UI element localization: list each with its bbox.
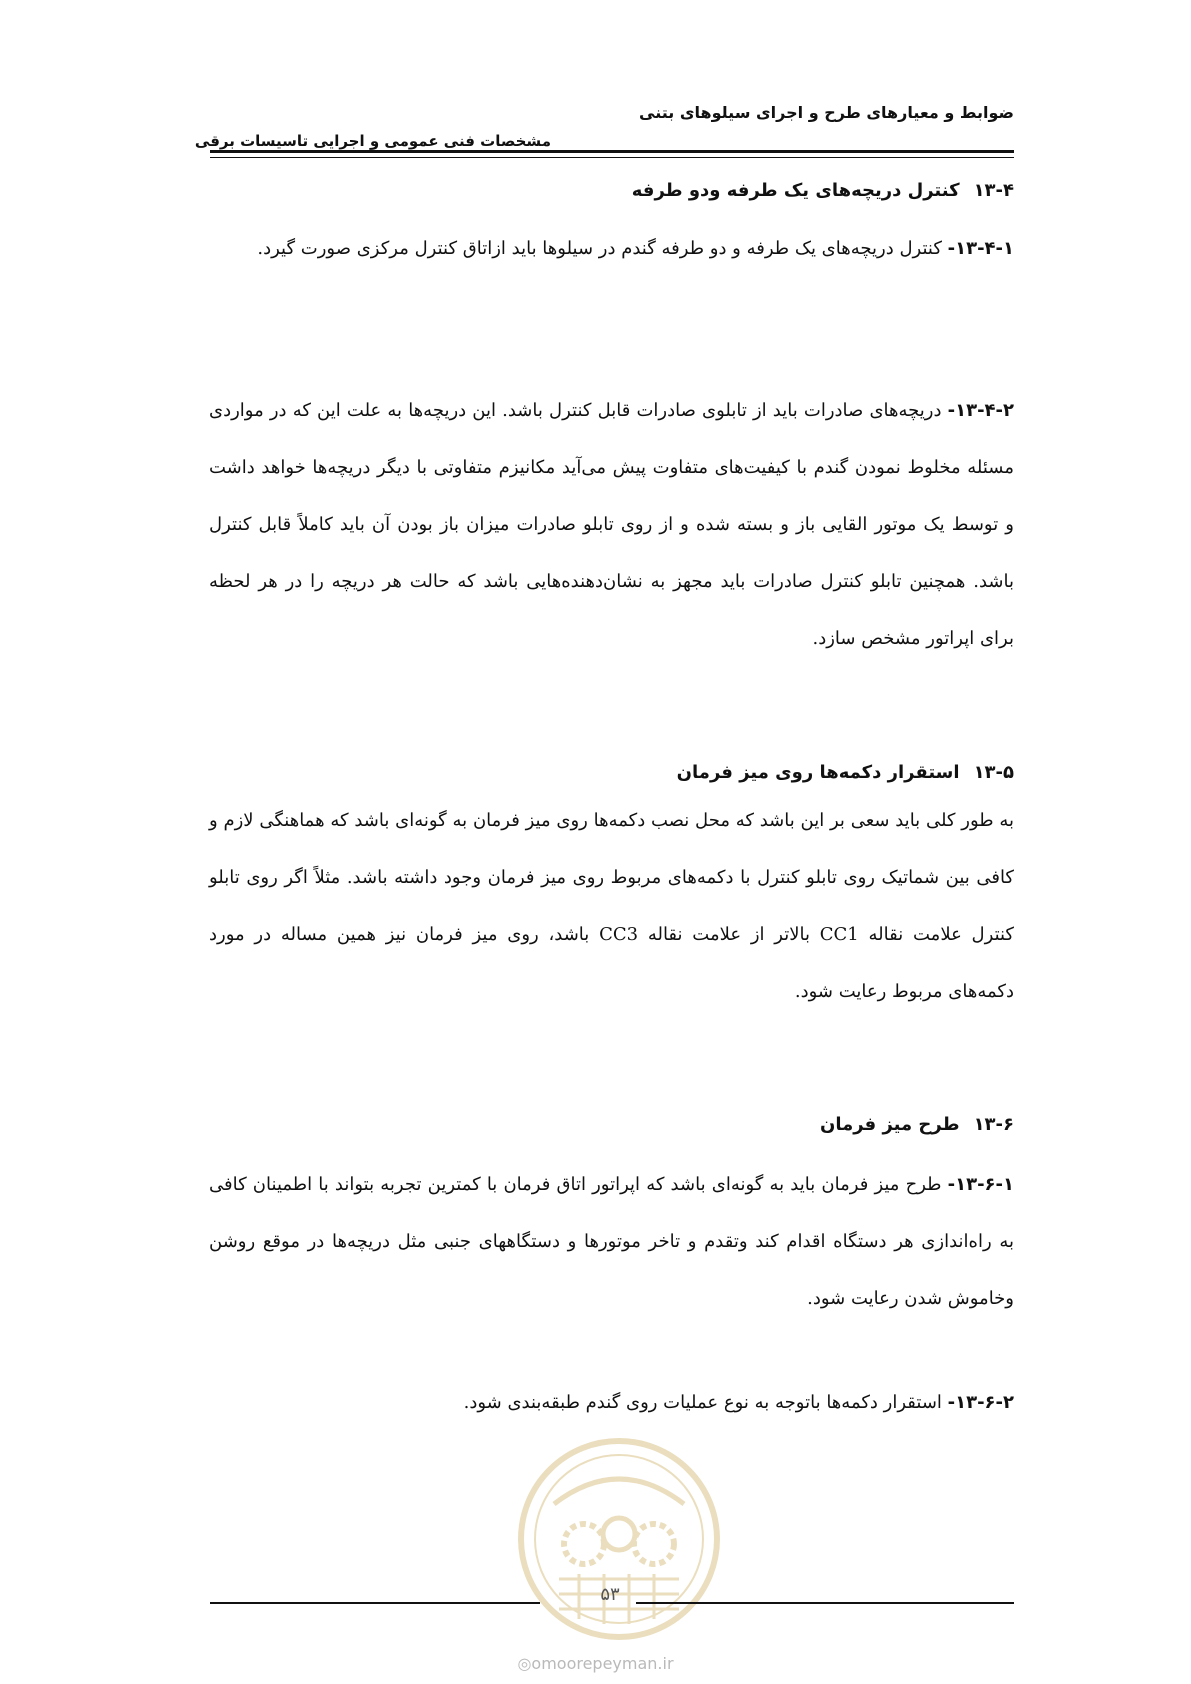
footer-rule-right [636,1602,1014,1604]
section-number: ۱۳-۵ [973,762,1014,783]
section-heading-13-4 [164,180,1014,201]
paragraph-13-6-1 [209,1156,1014,1327]
paragraph-13-4-2 [209,382,1014,667]
section-number: ۱۳-۴ [973,180,1014,201]
section-heading-13-5 [164,762,1014,783]
section-title: استقرار دکمه‌ها روی میز فرمان [676,762,960,783]
section-title: کنترل دریچه‌های یک طرفه ودو طرفه [631,180,960,201]
header-rule-thick [210,150,1014,153]
paragraph-text: دریچه‌های صادرات باید از تابلوی صادرات قابل کنترل باشد. این دریچه‌ها به علت این که در مواردی مسئله مخلوط نمودن گندم با کیفیت‌های متفاوت پیش می‌آید مکانیزم متفاوتی با دیگر دریچه‌ها خواهد داشت و توسط یک موتور القایی باز و بسته شده و از روی تابلو صادرات میزان باز بودن آن باید کاملاً قابل کنترل باشد. همچنین تابلو کنترل صادرات باید مجهز به نشان‌دهنده‌هایی باشد که حالت هر دریچه را در هر لحظه برای اپراتور مشخص سازد. [209,400,1014,649]
paragraph-13-4-1 [209,220,1014,277]
watermark-site-text: ◎omoorepeyman.ir [517,1654,674,1673]
header-rule-thin [210,157,1014,158]
watermark-logo-icon [514,1434,724,1644]
header-title-sub: مشخصات فنی عمومی و اجرایی تاسیسات برقی [194,132,551,150]
paragraph-number: ۱۳-۴-۲- [947,400,1014,421]
paragraph-number: ۱۳-۶-۱- [947,1174,1014,1195]
section-heading-13-6 [164,1114,1014,1135]
header-title-main: ضوابط و معیارهای طرح و اجرای سیلوهای بتنی [639,103,1014,122]
section-title: طرح میز فرمان [819,1114,960,1135]
globe-icon: ◎ [517,1654,532,1673]
paragraph-text: کنترل دریچه‌های یک طرفه و دو طرفه گندم در سیلوها باید ازاتاق کنترل مرکزی صورت گیرد. [257,238,948,259]
paragraph-text: به طور کلی باید سعی بر این باشد که محل نصب دکمه‌ها روی میز فرمان به گونه‌ای باشد که هماهنگی لازم و کافی بین شماتیک روی تابلو کنترل با دکمه‌های مربوط روی میز فرمان وجود داشته باشد. مثلاً اگر روی تابلو کنترل علامت نقاله CC1 بالاتر از علامت نقاله CC3 باشد، روی میز فرمان نیز همین مساله در مورد دکمه‌های مربوط رعایت شود. [209,810,1014,1002]
paragraph-13-6-2 [209,1374,1014,1431]
paragraph-text: استقرار دکمه‌ها باتوجه به نوع عملیات روی گندم طبقه‌بندی شود. [463,1392,948,1413]
page-number: ۵۳ [600,1584,620,1605]
paragraph-number: ۱۳-۶-۲- [947,1392,1014,1413]
paragraph-text: طرح میز فرمان باید به گونه‌ای باشد که اپراتور اتاق فرمان با کمترین تجربه بتواند با اطمینان کافی به راه‌اندازی هر دستگاه اقدام کند وتقدم و تاخر موتورها و دستگاههای جنبی مثل دریچه‌ها در موقع روشن وخاموش شدن رعایت شود. [209,1174,1014,1309]
paragraph-13-5 [209,792,1014,1020]
footer-rule-left [210,1602,540,1604]
section-number: ۱۳-۶ [973,1114,1014,1135]
paragraph-number: ۱۳-۴-۱- [947,238,1014,259]
